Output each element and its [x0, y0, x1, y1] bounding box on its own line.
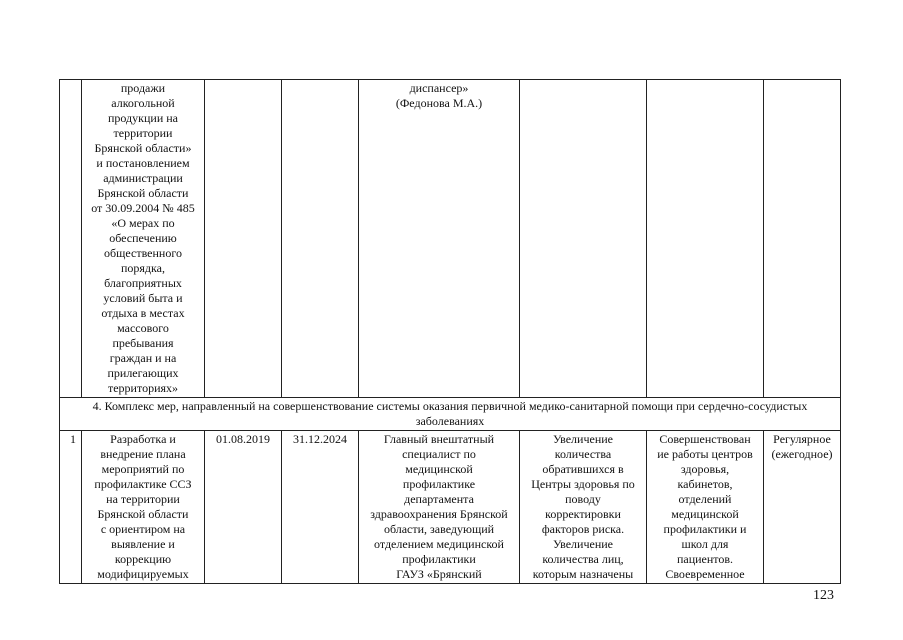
responsible-cell: Главный внештатный специалист по медицинской профилактике департамента здравоохранения Брянской области, заведующий отделением медицинской профилактики ГАУЗ «Брянский: [359, 431, 520, 584]
table-cell: [282, 80, 359, 398]
section-row: [60, 398, 841, 431]
measures-table: [59, 79, 841, 584]
measure-cell: Разработка и внедрение плана мероприятий по профилактике ССЗ на территории Брянской области с ориентиром на выявление и коррекцию модифицируемых: [82, 431, 205, 584]
row-number: 1: [60, 431, 82, 584]
table-cell: [520, 80, 647, 398]
legal-basis-cell: продажи алкогольной продукции на территории Брянской области» и постановлением администрации Брянской области от 30.09.2004 № 485 «О мерах по обеспечению общественного порядка, благоприятных условий быта и отдыха в местах массового пребывания граждан и на прилегающих территориях»: [82, 80, 205, 398]
effect-cell: Совершенствован ие работы центров здоровья, кабинетов, отделений медицинской профилактики и школ для пациентов. Своевременное: [647, 431, 764, 584]
table-row: [60, 431, 841, 584]
table-row: [60, 80, 841, 398]
end-date-cell: 31.12.2024: [282, 431, 359, 584]
table-cell: [764, 80, 841, 398]
section-title: 4. Комплекс мер, направленный на совершенствование системы оказания первичной медико-санитарной помощи при сердечно-сосудистых заболеваниях: [60, 398, 841, 431]
periodicity-cell: Регулярное (ежегодное): [764, 431, 841, 584]
responsible-cell: диспансер» (Федонова М.А.): [359, 80, 520, 398]
result-cell: Увеличение количества обратившихся в Центры здоровья по поводу корректировки факторов риска. Увеличение количества лиц, которым назначены: [520, 431, 647, 584]
table-cell: [60, 80, 82, 398]
table-cell: [205, 80, 282, 398]
table-cell: [647, 80, 764, 398]
page-number: 123: [813, 588, 834, 603]
start-date-cell: 01.08.2019: [205, 431, 282, 584]
